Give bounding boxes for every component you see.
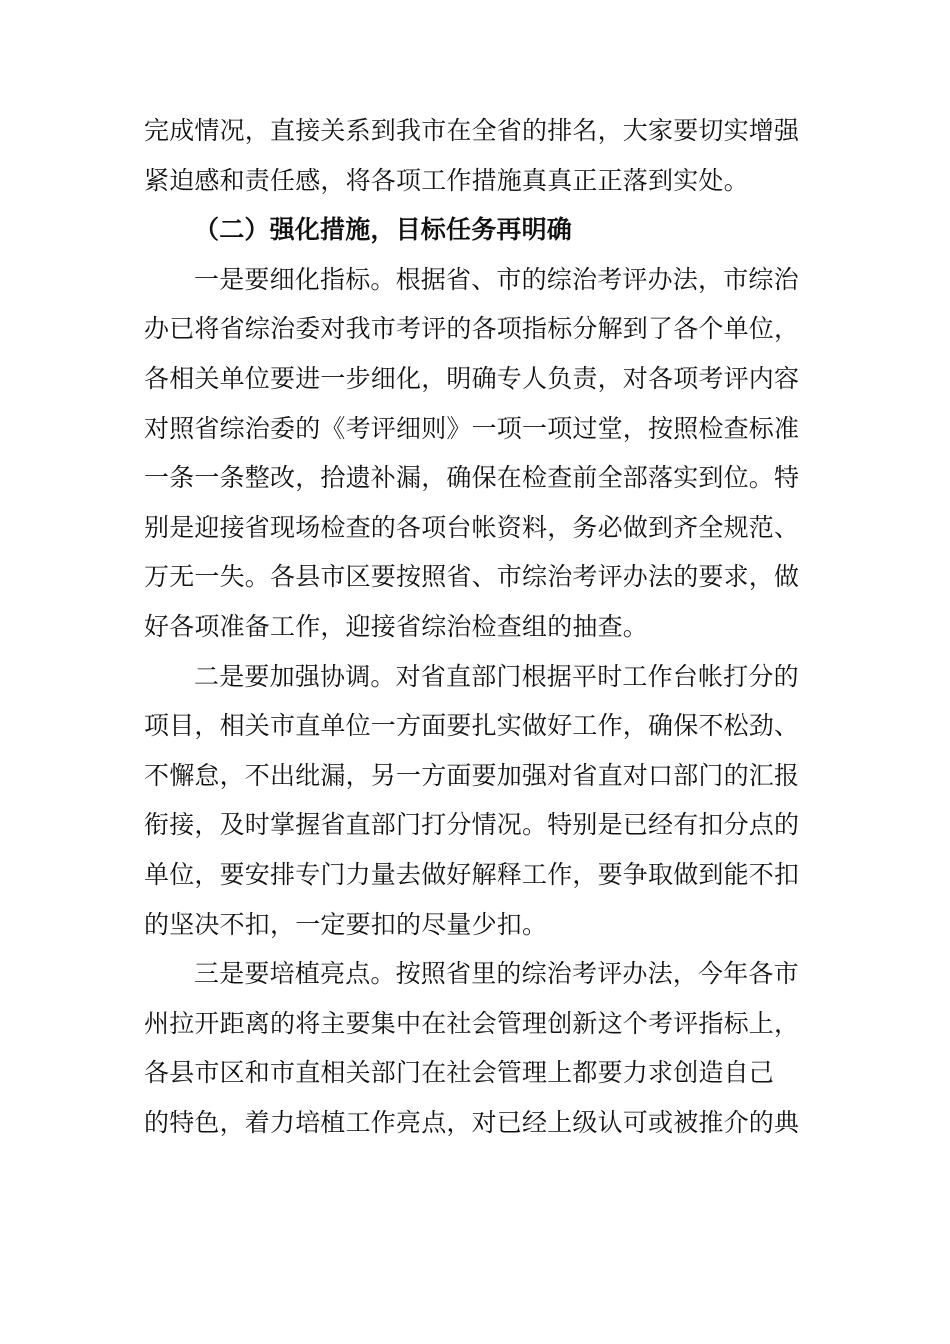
paragraph-1-line-2: 办已将省综治委对我市考评的各项指标分解到了各个单位， bbox=[144, 314, 800, 344]
paragraph-3-line-3: 各县市区和市直相关部门在社会管理上都要力求创造自己 bbox=[144, 1058, 775, 1088]
paragraph-2-line-3: 不懈怠，不出纰漏，另一方面要加强对省直对口部门的汇报 bbox=[144, 760, 800, 790]
paragraph-3-line-1: 三是要培植亮点。按照省里的综治考评办法，今年各市 bbox=[194, 959, 799, 989]
paragraph-1-line-7: 万无一失。各县市区要按照省、市综治考评办法的要求，做 bbox=[144, 562, 800, 592]
paragraph-2-line-6: 的坚决不扣，一定要扣的尽量少扣。 bbox=[144, 909, 548, 939]
paragraph-1-line-8: 好各项准备工作，迎接省综治检查组的抽查。 bbox=[144, 611, 649, 641]
paragraph-1-line-1: 一是要细化指标。根据省、市的综治考评办法，市综治 bbox=[194, 264, 799, 294]
body-text bbox=[144, 106, 808, 1147]
text-line-1: 完成情况，直接关系到我市在全省的排名，大家要切实增强 bbox=[144, 116, 800, 145]
paragraph-1-line-6: 别是迎接省现场检查的各项台帐资料，务必做到齐全规范、 bbox=[144, 512, 800, 542]
paragraph-3-line-2: 州拉开距离的将主要集中在社会管理创新这个考评指标上， bbox=[144, 1008, 800, 1038]
paragraph-1-line-4: 对照省综治委的《考评细则》一项一项过堂，按照检查标准 bbox=[144, 413, 800, 443]
text-line-2: 紧迫感和责任感，将各项工作措施真真正正落到实处。 bbox=[144, 165, 749, 195]
paragraph-2-line-5: 单位，要安排专门力量去做好解释工作，要争取做到能不扣 bbox=[144, 859, 800, 889]
paragraph-2-line-1: 二是要加强协调。对省直部门根据平时工作台帐打分的 bbox=[194, 661, 799, 691]
paragraph-1-line-3: 各相关单位要进一步细化，明确专人负责，对各项考评内容 bbox=[144, 363, 800, 393]
paragraph-2-line-2: 项目，相关市直单位一方面要扎实做好工作，确保不松劲、 bbox=[144, 711, 800, 741]
paragraph-1-line-5: 一条一条整改，拾遗补漏，确保在检查前全部落实到位。特 bbox=[144, 463, 800, 493]
paragraph-3-line-4: 的特色，着力培植工作亮点，对已经上级认可或被推介的典 bbox=[144, 1107, 800, 1137]
paragraph-2-line-4: 衔接，及时掌握省直部门打分情况。特别是已经有扣分点的 bbox=[144, 810, 800, 840]
section-heading: （二）强化措施，目标任务再明确 bbox=[194, 215, 573, 245]
